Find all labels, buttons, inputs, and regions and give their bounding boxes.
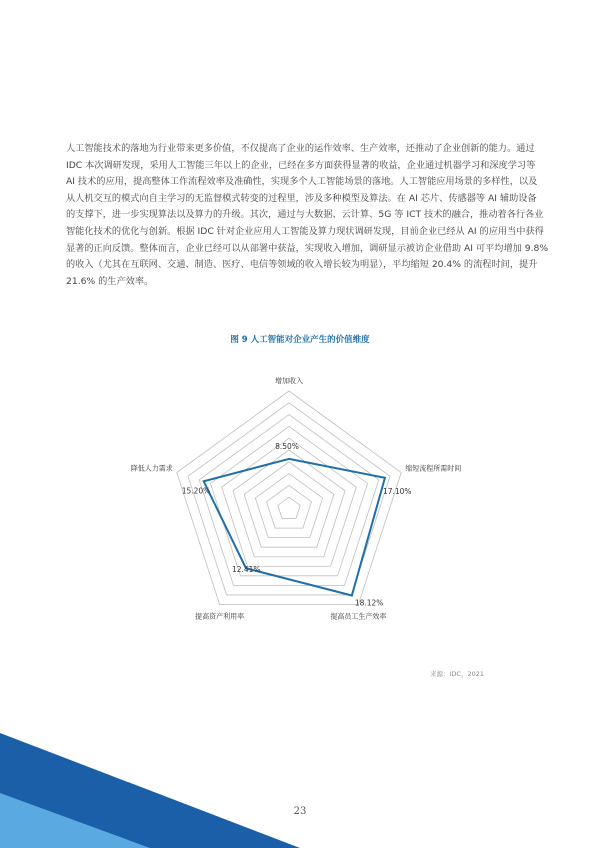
paragraph-line: 21.6% 的生产效率。 [66,275,154,287]
value-label: 15.20% [181,486,211,496]
grid-ring [278,497,300,518]
value-label: 17.10% [382,486,412,496]
body-paragraph [66,141,549,290]
radar-chart [0,360,600,650]
value-label: 18.12% [354,598,384,608]
category-label: 缩短流程所需时间 [405,464,462,473]
paragraph-line: 的支撑下，进一步实现算法以及算力的升级。其次，通过与大数据、云计算、5G 等 ICT 技术的融合，推动着各行各业 [66,209,544,221]
source-note: 来源：IDC，2021 [430,670,485,678]
paragraph-line: 显著的正向反馈。整体而言，企业已经可以从部署中获益，实现收入增加，调研显示被访企业借助 AI 可平均增加 9.8% [66,242,549,254]
paragraph-line: AI 技术的应用，提高整体工作流程效率及准确性，实现多个人工智能场景的落地。人工智能应用场景的多样性，以及 [66,176,538,188]
series-line [204,459,385,596]
paragraph-line: 的收入（尤其在互联网、交通、制造、医疗、电信等领域的收入增长较为明显），平均缩短 20.4% 的流程时间，提升 [66,259,538,271]
paragraph-line: 人工智能技术的落地为行业带来更多价值，不仅提高了企业的运作效率、生产效率，还推动了企业创新的能力。通过 [66,143,535,154]
radar-grid [177,391,401,604]
radar-labels [131,376,461,620]
category-label: 提高员工生产效率 [330,612,387,621]
radar-series [204,459,385,596]
category-label: 提高资产利用率 [195,612,245,621]
paragraph-line: IDC 本次调研发现，采用人工智能三年以上的企业，已经在多方面获得显著的收益，企业通过机器学习和深度学习等 [66,159,536,171]
grid-ring [267,485,312,528]
page-number: 23 [293,806,307,817]
value-label: 12.41% [231,565,261,575]
category-label: 增加收入 [275,377,303,385]
value-label: 8.50% [275,441,299,451]
category-label: 降低人力需求 [130,464,173,473]
paragraph-line: 从人机交互的模式向自主学习的无监督模式转变的过程里，涉及多种模型及算法。在 AI 芯片、传感器等 AI 辅助设备 [66,192,537,204]
grid-ring [177,391,401,604]
corner-decoration [0,733,300,848]
paragraph-line: 智能化技术的优化与创新。根据 IDC 针对企业应用人工智能及算力现状调研发现，目前企业已经从 AI 的应用当中获得 [66,225,544,237]
figure-title: 图 9 人工智能对企业产生的价值维度 [230,335,370,345]
